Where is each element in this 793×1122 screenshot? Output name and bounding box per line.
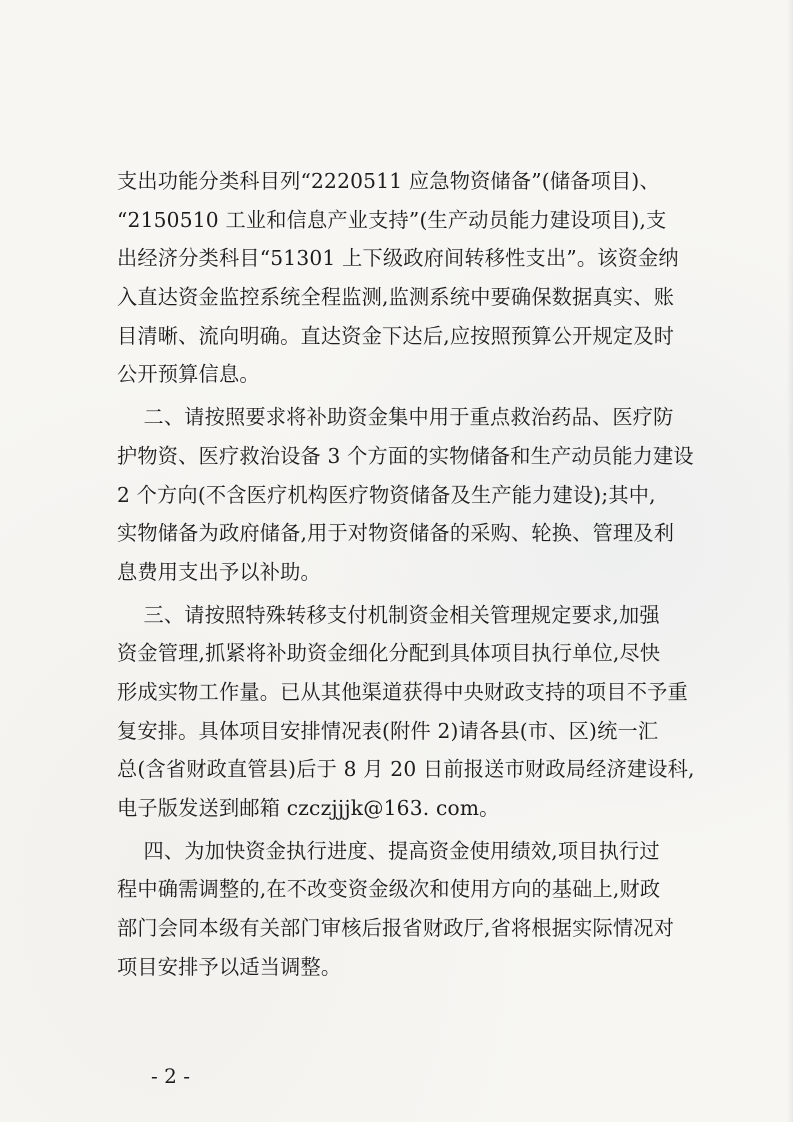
- paragraph-3: [117, 596, 695, 828]
- text-line: 项目安排予以适当调整。: [117, 954, 342, 979]
- text-line: 总(含省财政直管县)后于 8 月 20 日前报送市财政局经济建设科,: [117, 757, 695, 782]
- text-line: 支出功能分类科目列“2220511 应急物资储备”(储备项目)、: [117, 169, 660, 193]
- text-line: 二、请按照要求将补助资金集中用于重点救治药品、医疗防: [117, 405, 674, 430]
- text-line: 目清晰、流向明确。直达资金下达后,应按照预算公开规定及时: [117, 323, 675, 348]
- paragraph-1: [117, 162, 695, 394]
- text-line: 息费用支出予以补助。: [117, 559, 321, 584]
- text-line: 复安排。具体项目安排情况表(附件 2)请各县(市、区)统一汇: [117, 718, 659, 743]
- text-line: 实物储备为政府储备,用于对物资储备的采购、轮换、管理及利: [117, 521, 675, 546]
- text-line: 电子版发送到邮箱 czczjjjk@163. com。: [117, 796, 500, 820]
- text-line: 出经济分类科目“51301 上下级政府间转移性支出”。该资金纳: [117, 246, 679, 271]
- text-line: 2 个方向(不含医疗机构医疗物资储备及生产能力建设);其中,: [117, 482, 656, 507]
- text-line: 护物资、医疗救治设备 3 个方面的实物储备和生产动员能力建设: [117, 443, 694, 468]
- text-line: 程中确需调整的,在不改变资金级次和使用方向的基础上,财政: [117, 877, 661, 902]
- page-number-text: - 2 -: [151, 1064, 190, 1088]
- text-line: 公开预算信息。: [117, 362, 260, 387]
- text-line: 四、为加快资金执行进度、提高资金使用绩效,项目执行过: [117, 838, 660, 863]
- text-line: 部门会同本级有关部门审核后报省财政厅,省将根据实际情况对: [117, 916, 675, 941]
- scan-edge-shadow: [787, 0, 793, 1122]
- paragraph-4: [117, 832, 695, 987]
- paragraph-2: [117, 398, 695, 591]
- text-line: 形成实物工作量。已从其他渠道获得中央财政支持的项目不予重: [117, 679, 688, 704]
- text-line: 资金管理,抓紧将补助资金细化分配到具体项目执行单位,尽快: [117, 641, 661, 666]
- text-line: “2150510 工业和信息产业支持”(生产动员能力建设项目),支: [117, 207, 667, 232]
- text-line: 入直达资金监控系统全程监测,监测系统中要确保数据真实、账: [117, 285, 675, 310]
- text-line: 三、请按照特殊转移支付机制资金相关管理规定要求,加强: [117, 602, 660, 627]
- document-body: [117, 162, 695, 986]
